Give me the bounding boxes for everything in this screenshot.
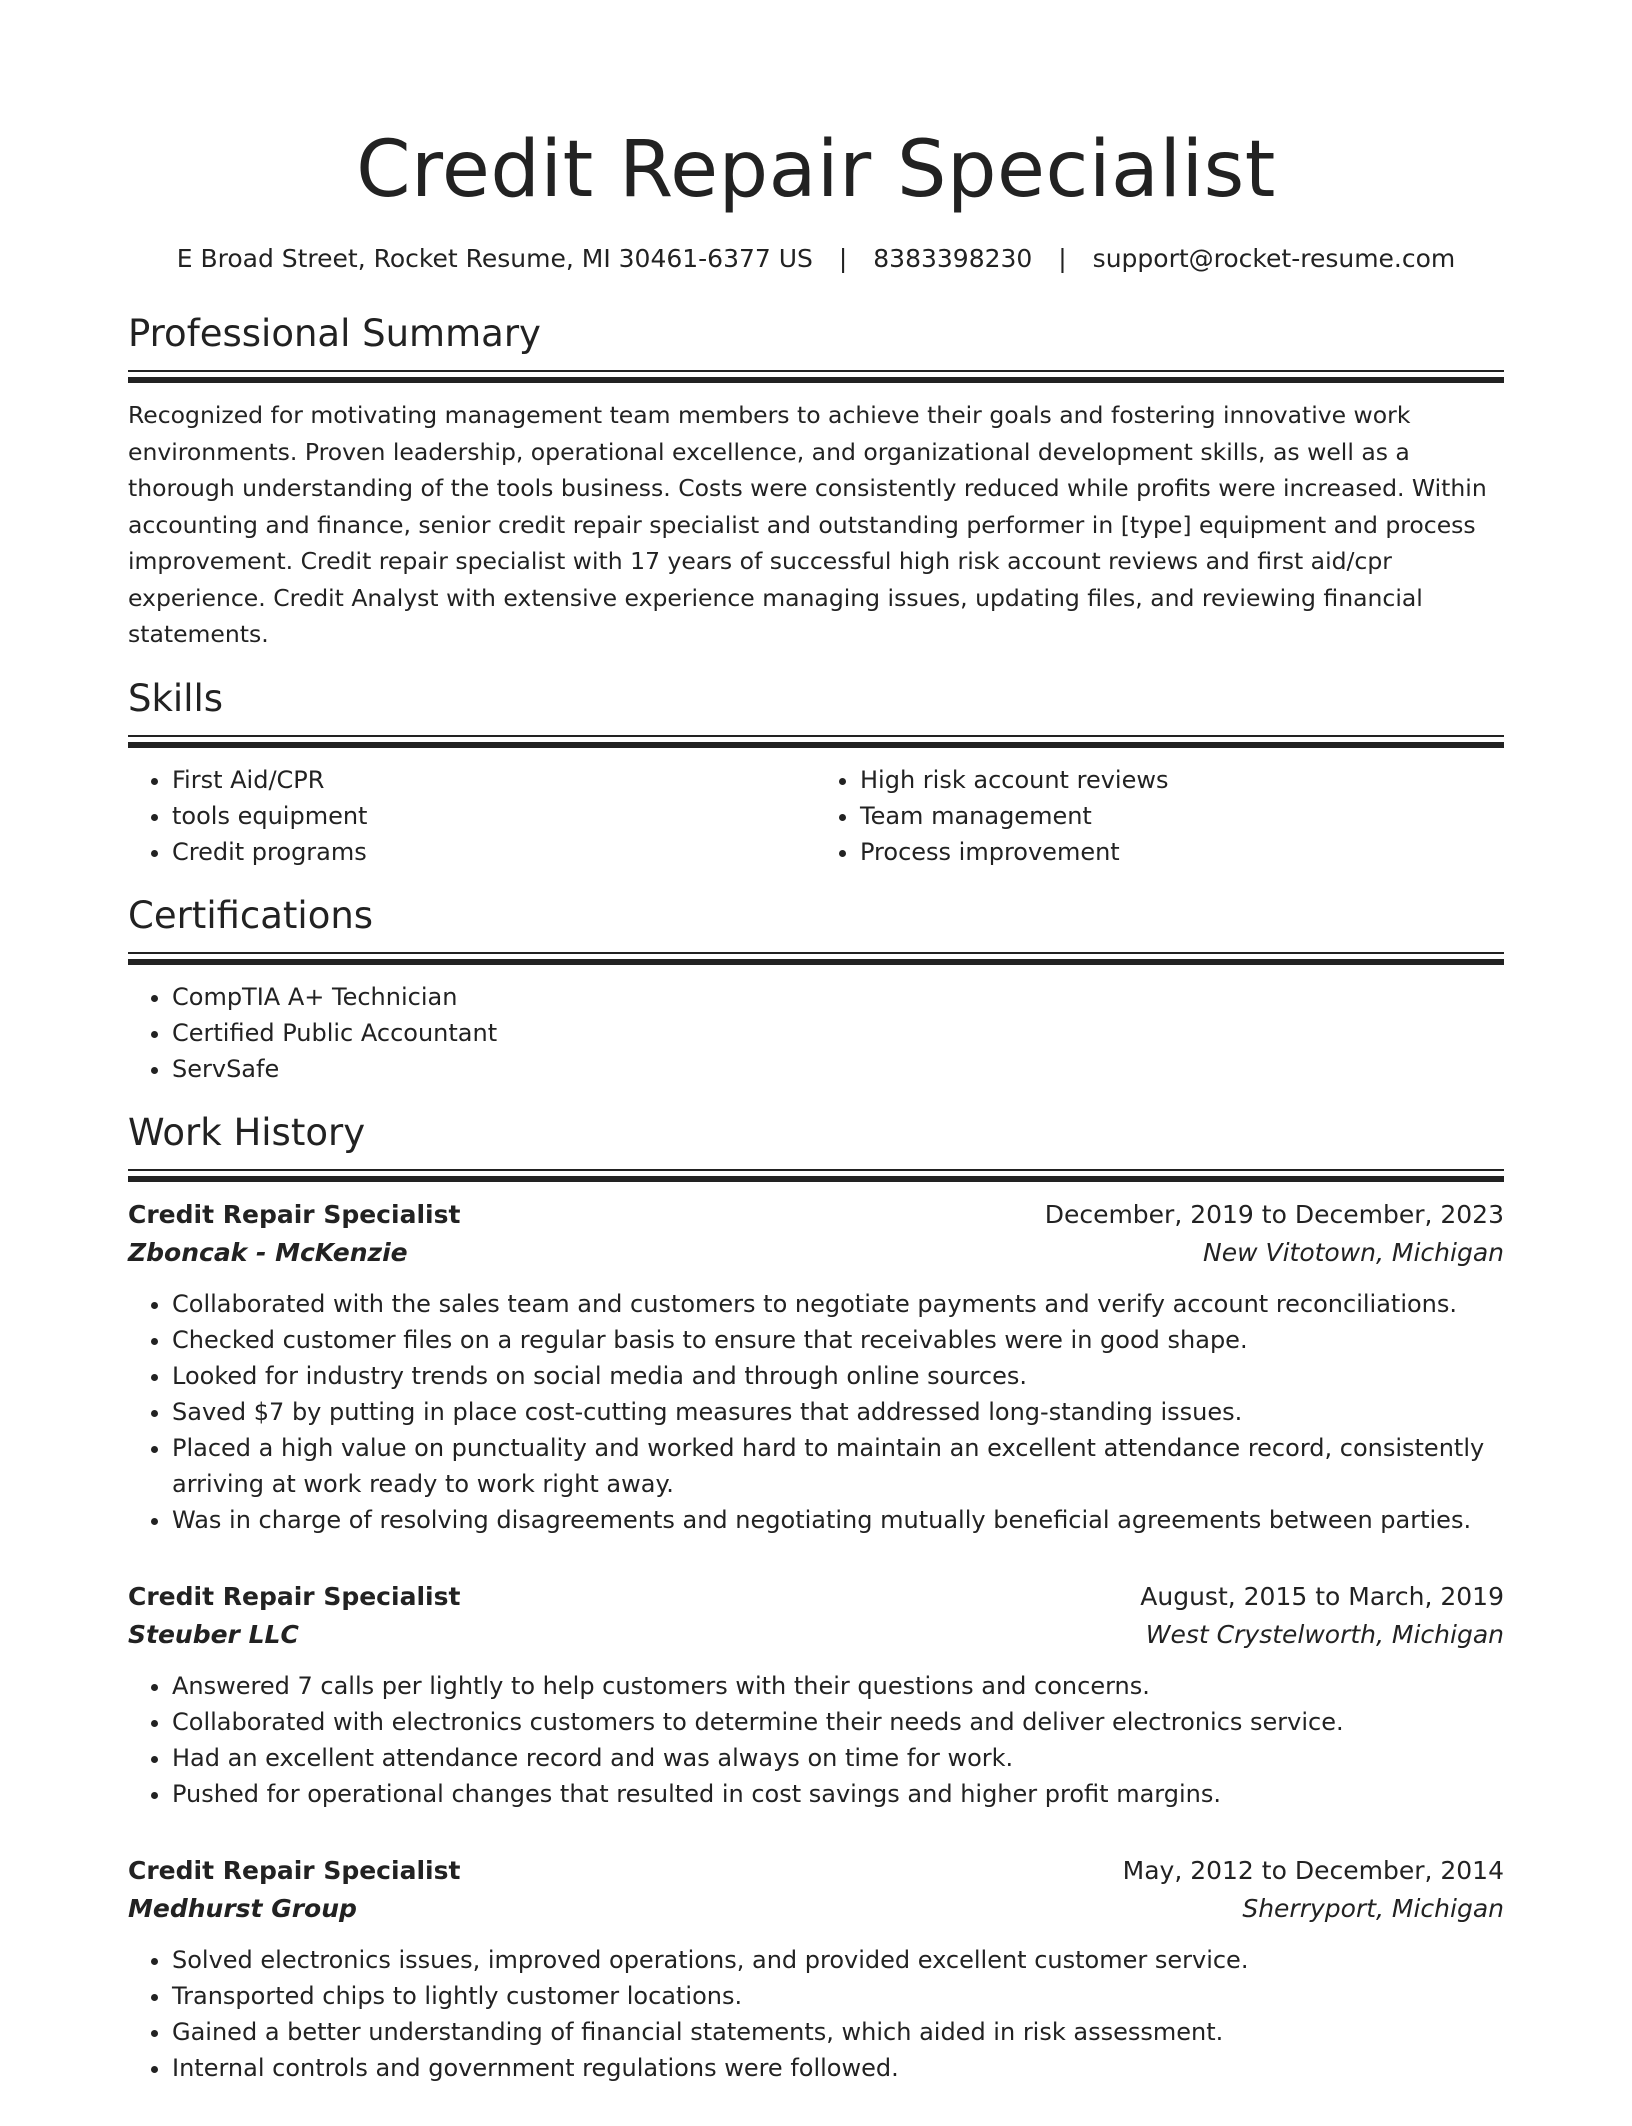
job-bullets [128,1286,1504,1538]
contact-email: support@rocket-resume.com [1092,244,1456,273]
skill-item: • Credit programs [172,834,816,870]
summary-heading: Professional Summary [128,312,541,355]
section-divider [128,735,1504,748]
job-bullet: • Collaborated with the sales team and customers to negotiate payments and verify account reconciliations. [172,1286,1504,1322]
job-entry [128,1852,1504,2086]
job-dates: August, 2015 to March, 2019 [1140,1581,1504,1611]
skill-item: • tools equipment [172,798,816,834]
job-bullets [128,1668,1504,1812]
job-subheader [128,1890,1504,1928]
summary-text: Recognized for motivating management team members to achieve their goals and fostering innovative work environments. Proven leadership, operational excellence, and organizational development skills, as well as a thorough understanding of the tools business. Costs were consistently reduced while profits were increased. Within accounting and finance, senior credit repair specialist and outstanding performer in [type] equipment and process improvement. Credit repair specialist with 17 years of successful high risk account reviews and first aid/cpr experience. Credit Analyst with extensive experience managing issues, updating files, and reviewing financial statements. [128,401,1487,648]
contact-phone: 8383398230 [873,244,1033,273]
job-bullet: • Had an excellent attendance record and was always on time for work. [172,1740,1504,1776]
job-location: West Crystelworth, Michigan [1145,1619,1504,1649]
job-bullet: • Looked for industry trends on social media and through online sources. [172,1358,1504,1394]
job-dates: December, 2019 to December, 2023 [1044,1199,1504,1229]
contact-separator: | [1058,244,1067,273]
skill-item: • Process improvement [860,834,1504,870]
job-company: Steuber LLC [128,1619,299,1649]
job-bullet: • Transported chips to lightly customer locations. [172,1978,1504,2014]
job-location: New Vitotown, Michigan [1203,1237,1504,1267]
job-header [128,1578,1504,1616]
skills-list-right [816,762,1504,870]
skill-item: • Team management [860,798,1504,834]
section-divider [128,370,1504,383]
job-bullet: • Internal controls and government regulations were followed. [172,2050,1504,2086]
job-bullet: • Pushed for operational changes that resulted in cost savings and higher profit margins. [172,1776,1504,1812]
certifications-heading: Certifications [128,893,374,937]
job-subheader [128,1616,1504,1654]
job-subheader [128,1234,1504,1272]
job-dates: May, 2012 to December, 2014 [1122,1855,1504,1885]
section-divider [128,952,1504,965]
resume-content [128,120,1504,2126]
job-entry [128,1196,1504,1538]
job-entry [128,1578,1504,1812]
job-company: Zboncak - McKenzie [128,1237,408,1267]
job-location: Sherryport, Michigan [1242,1893,1504,1923]
certification-item: • CompTIA A+ Technician [172,979,1504,1015]
skills-columns [128,762,1504,870]
job-header [128,1852,1504,1890]
certification-item: • Certified Public Accountant [172,1015,1504,1051]
skills-list-left [128,762,816,870]
certification-item: • ServSafe [172,1051,1504,1087]
certifications-list [128,979,1504,1087]
resume-name: Credit Repair Specialist [356,125,1276,215]
contact-line [128,242,1504,276]
job-title: Credit Repair Specialist [128,1855,461,1885]
job-header [128,1196,1504,1234]
job-company: Medhurst Group [128,1893,357,1923]
work-history-heading: Work History [128,1110,366,1154]
contact-address: E Broad Street, Rocket Resume, MI 30461-6377 US [176,244,813,273]
job-bullet: • Was in charge of resolving disagreements and negotiating mutually beneficial agreements between parties. [172,1502,1504,1538]
contact-separator: | [838,244,848,273]
job-bullet: • Solved electronics issues, improved operations, and provided excellent customer service. [172,1942,1504,1978]
job-title: Credit Repair Specialist [128,1581,461,1611]
job-bullet: • Checked customer files on a regular basis to ensure that receivables were in good shape. [172,1322,1504,1358]
job-bullets [128,1942,1504,2086]
job-bullet: • Answered 7 calls per lightly to help customers with their questions and concerns. [172,1668,1504,1704]
skills-heading: Skills [128,676,224,720]
skill-item: • High risk account reviews [860,762,1504,798]
skill-item: • First Aid/CPR [172,762,816,798]
job-bullet: • Gained a better understanding of financial statements, which aided in risk assessment. [172,2014,1504,2050]
job-bullet: • Saved $7 by putting in place cost-cutting measures that addressed long-standing issues. [172,1394,1504,1430]
job-bullet: • Collaborated with electronics customers to determine their needs and deliver electronics service. [172,1704,1504,1740]
section-divider [128,1169,1504,1182]
job-title: Credit Repair Specialist [128,1199,461,1229]
job-bullet: • Placed a high value on punctuality and worked hard to maintain an excellent attendance record, consistently arriving at work ready to work right away. [172,1430,1504,1502]
